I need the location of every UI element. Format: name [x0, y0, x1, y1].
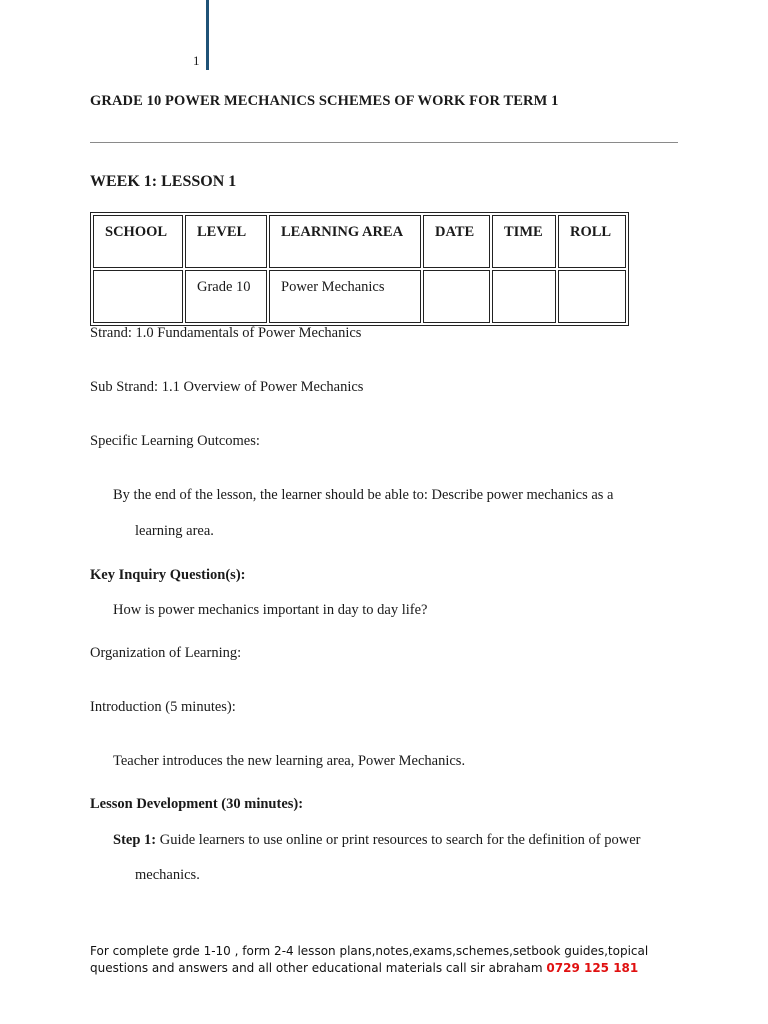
- table-header-cell: SCHOOL: [93, 215, 183, 268]
- introduction-heading: Introduction (5 minutes):: [90, 699, 236, 715]
- sub-strand-text: Sub Strand: 1.1 Overview of Power Mechanics: [90, 379, 364, 395]
- page-number: 1: [193, 53, 200, 68]
- footer-phone: 0729 125 181: [546, 961, 639, 975]
- week-heading: WEEK 1: LESSON 1: [90, 173, 237, 190]
- lesson-info-table: [90, 212, 629, 326]
- step1-line2: mechanics.: [135, 867, 200, 883]
- footer-line2: questions and answers and all other educational materials call sir abraham: [90, 961, 547, 975]
- table-header-cell: ROLL: [558, 215, 626, 268]
- header-bar: [206, 0, 209, 70]
- table-cell-school: [93, 270, 183, 323]
- table-cell-time: [492, 270, 556, 323]
- slo-text-line2: learning area.: [135, 523, 214, 539]
- table-cell-date: [423, 270, 490, 323]
- title-divider: [90, 142, 678, 143]
- table-cell-roll: [558, 270, 626, 323]
- slo-text-line1: By the end of the lesson, the learner should be able to: Describe power mechanics as a: [113, 487, 614, 503]
- development-heading: Lesson Development (30 minutes):: [90, 796, 304, 812]
- footer-note: [90, 943, 690, 977]
- table-header-row: [93, 215, 626, 268]
- table-header-cell: TIME: [492, 215, 556, 268]
- footer-line1: For complete grde 1-10 , form 2-4 lesson plans,notes,exams,schemes,setbook guides,topical: [90, 944, 649, 958]
- organization-heading: Organization of Learning:: [90, 645, 242, 661]
- introduction-text: Teacher introduces the new learning area, Power Mechanics.: [113, 753, 466, 769]
- kiq-heading: Key Inquiry Question(s):: [90, 567, 246, 583]
- kiq-text: How is power mechanics important in day to day life?: [113, 602, 428, 618]
- step1-text: Guide learners to use online or print resources to search for the definition of power: [156, 832, 641, 848]
- step1-label: Step 1:: [113, 832, 157, 848]
- table-header-cell: LEVEL: [185, 215, 267, 268]
- step1-line1: [113, 832, 641, 849]
- table-row: [93, 270, 626, 323]
- table-header-cell: LEARNING AREA: [269, 215, 421, 268]
- table-cell-level: Grade 10: [185, 270, 267, 323]
- document-title: GRADE 10 POWER MECHANICS SCHEMES OF WORK FOR TERM 1: [90, 93, 559, 109]
- table-header-cell: DATE: [423, 215, 490, 268]
- slo-heading: Specific Learning Outcomes:: [90, 433, 260, 449]
- table-cell-learning-area: Power Mechanics: [269, 270, 421, 323]
- strand-text: Strand: 1.0 Fundamentals of Power Mechanics: [90, 325, 362, 341]
